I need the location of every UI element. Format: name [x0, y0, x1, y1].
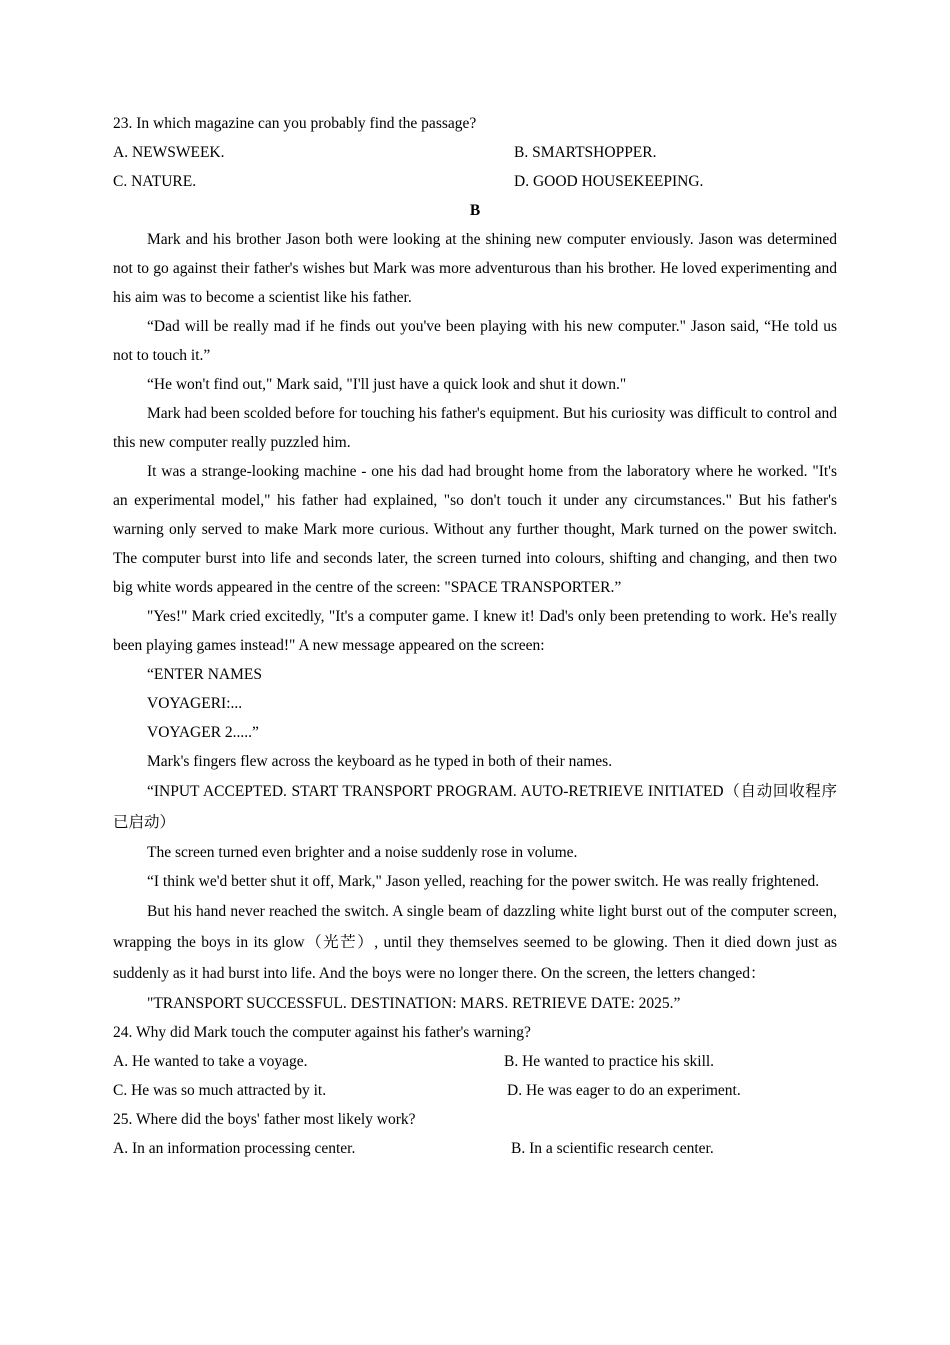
- q25-option-b: B. In a scientific research center.: [511, 1140, 714, 1157]
- q23-options-row-1: [113, 138, 837, 167]
- passage-paragraph: “He won't find out," Mark said, "I'll just have a quick look and shut it down.": [147, 376, 627, 393]
- q24-option-a: A. He wanted to take a voyage.: [113, 1053, 308, 1070]
- passage-paragraph: “Dad will be really mad if he finds out you've been playing with his new computer." Jason said, “He told us not to touch it.”: [113, 318, 837, 364]
- passage-paragraph: “INPUT ACCEPTED. START TRANSPORT PROGRAM. AUTO-RETRIEVE INITIATED（自动回收程序已启动）: [113, 783, 837, 831]
- passage-paragraph: Mark's fingers flew across the keyboard as he typed in both of their names.: [147, 753, 613, 770]
- passage-paragraph: Mark and his brother Jason both were looking at the shining new computer enviously. Jason was determined not to go against their father's wishes but Mark was more adventurous than his brother. He loved experimenting and his aim was to become a scientist like his father.: [113, 231, 837, 306]
- passage-paragraph: But his hand never reached the switch. A single beam of dazzling white light burst out of the computer screen, wrapping the boys in its glow（光芒）, until they themselves seemed to be glowing. Then it died down just as suddenly as it had burst into life. And the boys were no longer there. On the screen, the letters changed：: [113, 903, 837, 982]
- q23-options-row-2: [113, 167, 837, 196]
- question-25: 25. Where did the boys' father most likely work?: [113, 1111, 416, 1128]
- q24-option-b: B. He wanted to practice his skill.: [504, 1053, 715, 1070]
- screen-message-line: VOYAGERI:...: [147, 695, 243, 712]
- screen-message-line: VOYAGER 2.....”: [147, 724, 259, 741]
- screen-message-line: “ENTER NAMES: [147, 666, 262, 683]
- passage-paragraph: Mark had been scolded before for touching his father's equipment. But his curiosity was difficult to control and this new computer really puzzled him.: [113, 405, 837, 451]
- q24-option-d: D. He was eager to do an experiment.: [507, 1082, 741, 1099]
- passage-paragraph: "TRANSPORT SUCCESSFUL. DESTINATION: MARS. RETRIEVE DATE: 2025.”: [147, 995, 681, 1012]
- passage-paragraph: "Yes!" Mark cried excitedly, "It's a computer game. I knew it! Dad's only been pretending to work. He's really been playing games instead!" A new message appeared on the screen:: [113, 608, 837, 654]
- q23-option-a: A. NEWSWEEK.: [113, 144, 225, 161]
- q23-option-c: C. NATURE.: [113, 173, 197, 190]
- q24-options-row-1: [113, 1047, 837, 1076]
- q23-option-d: D. GOOD HOUSEKEEPING.: [514, 173, 704, 190]
- question-23: 23. In which magazine can you probably find the passage?: [113, 115, 477, 132]
- passage-paragraph: The screen turned even brighter and a noise suddenly rose in volume.: [147, 844, 578, 861]
- exam-page: [113, 109, 837, 1163]
- question-24: 24. Why did Mark touch the computer against his father's warning?: [113, 1024, 531, 1041]
- q24-option-c: C. He was so much attracted by it.: [113, 1082, 327, 1099]
- q24-options-row-2: [113, 1076, 837, 1105]
- q25-options-row-1: [113, 1134, 837, 1163]
- passage-paragraph: “I think we'd better shut it off, Mark," Jason yelled, reaching for the power switch. He was really frightened.: [147, 873, 820, 890]
- q25-option-a: A. In an information processing center.: [113, 1140, 356, 1157]
- section-heading: B: [469, 202, 481, 219]
- q23-option-b: B. SMARTSHOPPER.: [514, 144, 657, 161]
- passage-paragraph: It was a strange-looking machine - one his dad had brought home from the laboratory where he worked. "It's an experimental model," his father had explained, "so don't touch it under any circumstances." But his father's warning only served to make Mark more curious. Without any further thought, Mark turned on the power switch. The computer burst into life and seconds later, the screen turned into colours, shifting and changing, and then two big white words appeared in the centre of the screen: "SPACE TRANSPORTER.”: [113, 463, 837, 596]
